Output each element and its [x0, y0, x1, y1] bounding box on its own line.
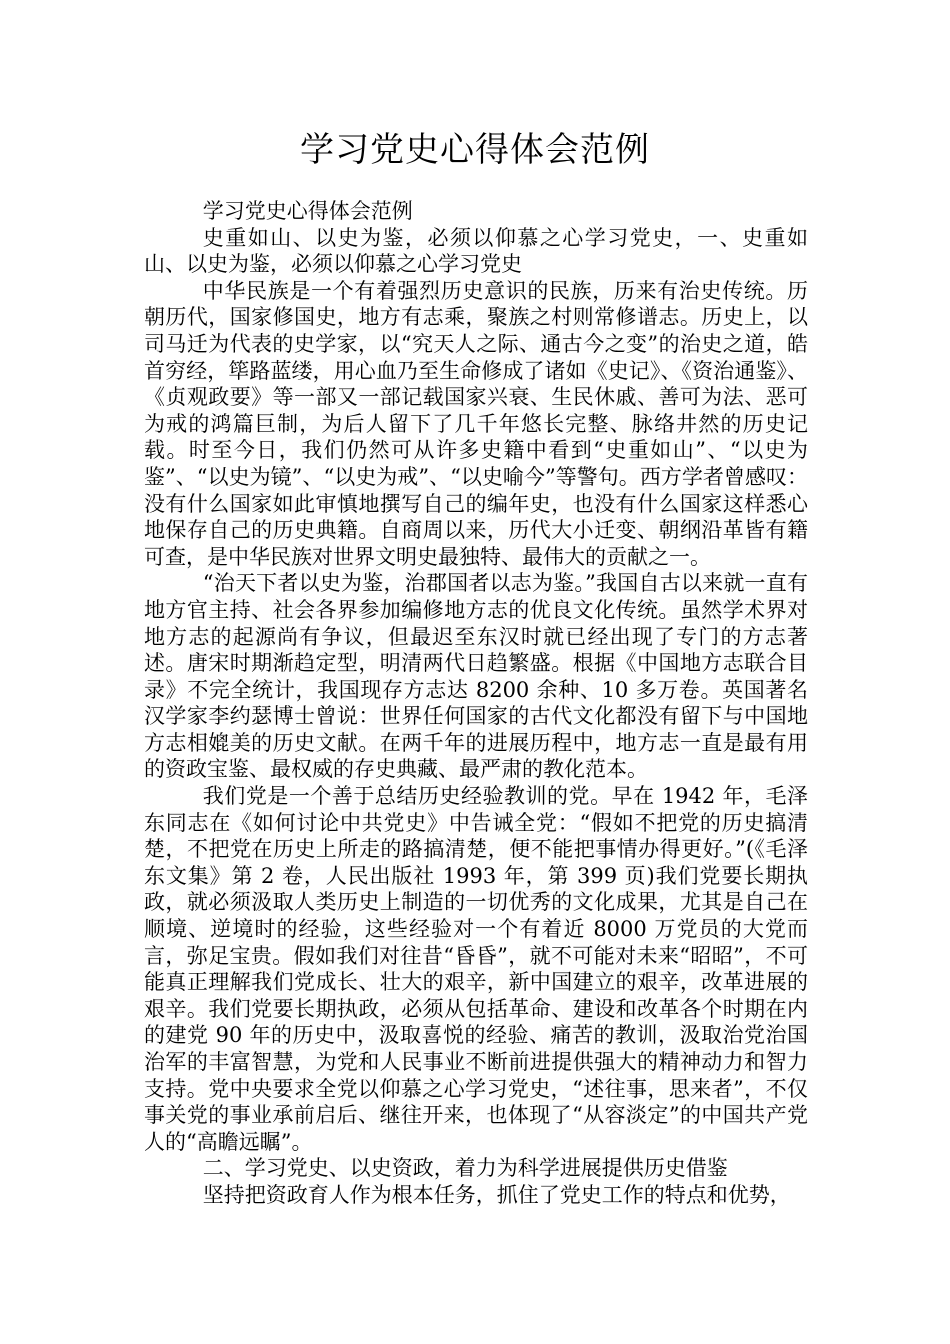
paragraph: 坚持把资政育人作为根本任务，抓住了党史工作的特点和优势，: [202, 1182, 791, 1207]
paragraph: 中华民族是一个有着强烈历史意识的民族，历来有治史传统。历朝历代，国家修国史，地方有志乘，聚族之村则常修谱志。历史上，以司马迁为代表的史学家，以“究天人之际、通古今之变”的治史之道，皓首穷经，筚路蓝缕，用心血乃至生命修成了诸如《史记》、《资治通鉴》、《贞观政要》等一部又一部记载国家兴衰、生民休戚、善可为法、恶可为戒的鸿篇巨制，为后人留下了几千年悠长完整、脉络井然的历史记载。时至今日，我们仍然可从许多史籍中看到“史重如山”、“以史为鉴”、“以史为镜”、“以史为戒”、“以史喻今”等警句。西方学者曾感叹：没有什么国家如此审慎地撰写自己的编年史，也没有什么国家这样悉心地保存自己的历史典籍。自商周以来，历代大小迁变、朝纲沿革皆有籍可查，是中华民族对世界文明史最独特、最伟大的贡献之一。: [144, 278, 808, 569]
document-body: [144, 198, 808, 1209]
paragraph: 我们党是一个善于总结历史经验教训的党。早在 1942 年，毛泽东同志在《如何讨论中共党史》中告诫全党：“假如不把党的历史搞清楚，不把党在历史上所走的路搞清楚，便不能把事情办得更好。”(《毛泽东文集》第 2 卷，人民出版社 1993 年，第 399 页)我们党要长期执政，就必须汲取人类历史上制造的一切优秀的文化成果，尤其是自己在顺境、逆境时的经验，这些经验对一个有着近 8000 万党员的大党而言，弥足宝贵。假如我们对往昔“昏昏”，就不可能对未来“昭昭”，不可能真正理解我们党成长、壮大的艰辛，新中国建立的艰辛，改革进展的艰辛。我们党要长期执政，必须从包括革命、建设和改革各个时期在内的建党 90 年的历史中，汲取喜悦的经验、痛苦的教训，汲取治党治国治军的丰富智慧，为党和人民事业不断前进提供强大的精神动力和智力支持。党中央要求全党以仰慕之心学习党史，“述往事，思来者”，不仅事关党的事业承前启后、继往开来，也体现了“从容淡定”的中国共产党人的“高瞻远瞩”。: [144, 784, 808, 1154]
paragraph-section-one-heading: 史重如山、以史为鉴，必须以仰慕之心学习党史，一、史重如山、以史为鉴，必须以仰慕之心学习党史: [144, 225, 808, 277]
paragraph-subtitle: 学习党史心得体会范例: [202, 199, 413, 223]
document-title: 学习党史心得体会范例: [300, 130, 650, 170]
paragraph: “治天下者以史为鉴，治郡国者以志为鉴。”我国自古以来就一直有地方官主持、社会各界参加编修地方志的优良文化传统。虽然学术界对地方志的起源尚有争议，但最迟至东汉时就已经出现了专门的方志著述。唐宋时期渐趋定型，明清两代日趋繁盛。根据《中国地方志联合目录》不完全统计，我国现存方志达 8200 余种、10 多万卷。英国著名汉学家李约瑟博士曾说：世界任何国家的古代文化都没有留下与中国地方志相媲美的历史文献。在两千年的进展历程中，地方志一直是最有用的资政宝鉴、最权威的存史典藏、最严肃的教化范本。: [144, 571, 808, 782]
paragraph-section-two-heading: 二、学习党史、以史资政，着力为科学进展提供历史借鉴: [202, 1156, 728, 1181]
